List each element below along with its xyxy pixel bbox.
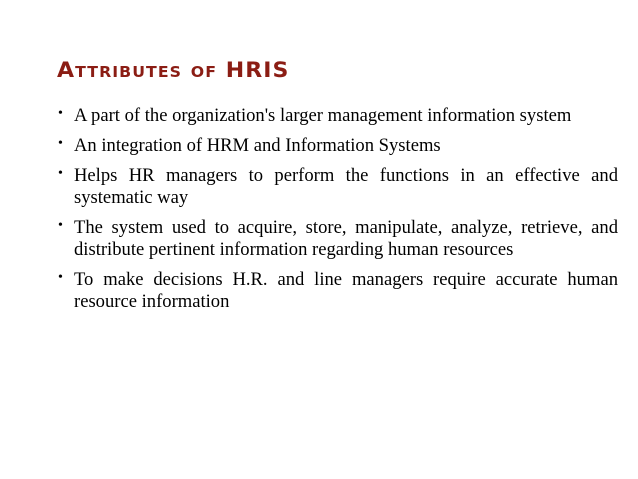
bullet-item (57, 135, 618, 157)
bullet-dot-icon: • (58, 166, 63, 181)
bullet-text: Helps HR managers to perform the functions in an effective and systematic way (74, 165, 618, 208)
bullet-item (57, 269, 618, 313)
bullet-dot-icon: • (58, 106, 63, 121)
bullet-text: The system used to acquire, store, manipulate, analyze, retrieve, and distribute pertinent information regarding human resources (74, 217, 618, 260)
bullet-dot-icon: • (58, 270, 63, 285)
bullet-item (57, 217, 618, 261)
bullet-text: An integration of HRM and Information Systems (74, 135, 441, 156)
bullet-item (57, 105, 618, 127)
slide-title (57, 58, 290, 82)
bullet-dot-icon: • (58, 218, 63, 233)
bullet-list (57, 105, 618, 321)
bullet-dot-icon: • (58, 136, 63, 151)
bullet-text: A part of the organization's larger management information system (74, 105, 572, 126)
slide-title-text: Attributes of HRIS (57, 58, 290, 82)
bullet-item (57, 165, 618, 209)
bullet-text: To make decisions H.R. and line managers require accurate human resource information (74, 269, 618, 312)
